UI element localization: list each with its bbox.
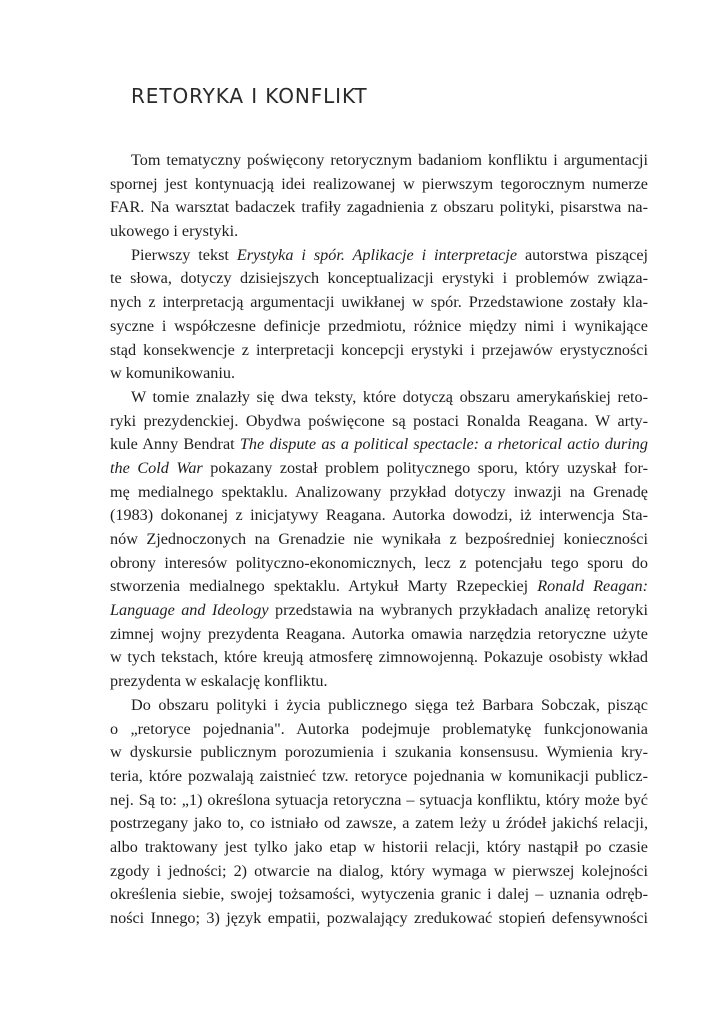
text-line: [110, 907, 648, 931]
text-run: nej. Są to: „1) określona sytuacja retoryczna – sytuacja konfliktu, który może być: [110, 790, 648, 809]
text-run: ryki prezydenckiej. Obydwa poświęcone są postaci Ronalda Reagana. W arty-: [110, 411, 648, 430]
text-line: [110, 220, 648, 244]
text-run: w komunikowaniu.: [110, 364, 235, 383]
text-run: zgody i jedności; 2) otwarcie na dialog, który wymaga w pierwszej kolejności: [110, 861, 648, 880]
text-run: ności Innego; 3) język empatii, pozwalający zredukować stopień defensywności: [110, 909, 648, 927]
text-run: Do obszaru polityki i życia publicznego sięga też Barbara Sobczak, pisząc: [131, 695, 648, 714]
section-title: RETORYKA I KONFLIKT: [131, 84, 368, 108]
text-run: (1983) dokonanej z inicjatywy Reagana. Autorka dowodzi, iż interwencja Sta-: [110, 506, 648, 525]
text-run: FAR. Na warsztat badaczek trafiły zagadnienia z obszaru polityki, pisarstwa na-: [110, 198, 648, 217]
text-line: [110, 575, 648, 599]
text-line: [110, 433, 648, 457]
text-run: autorstwa piszącej: [517, 245, 648, 264]
text-run: prezydenta w eskalację konfliktu.: [110, 672, 328, 691]
text-run: obrony interesów polityczno-ekonomicznych, lecz z potencjału tego sporu do: [110, 553, 648, 572]
paragraph: [110, 694, 648, 931]
text-line: [110, 765, 648, 789]
text-line: [110, 623, 648, 647]
text-line: [110, 599, 648, 623]
body-text: [110, 149, 648, 931]
text-line: [110, 670, 648, 694]
italic-title: Language and Ideology: [110, 601, 269, 620]
text-line: [110, 812, 648, 836]
text-run: mę medialnego spektaklu. Analizowany przykład dotyczy inwazji na Grenadę: [110, 482, 648, 501]
text-line: [110, 339, 648, 363]
text-run: określenia siebie, swojej tożsamości, wytyczenia granic i dalej – uznania odręb-: [110, 885, 648, 904]
text-line: [110, 481, 648, 505]
text-run: syczne i współczesne definicje przedmiotu, różnice między nimi i wynikające: [110, 316, 648, 335]
text-line: [110, 836, 648, 860]
text-line: [110, 410, 648, 434]
italic-title: the Cold War: [110, 458, 203, 477]
text-line: [110, 741, 648, 765]
text-run: stworzenia medialnego spektaklu. Artykuł Marty Rzepeckiej: [110, 577, 538, 596]
text-run: te słowa, dotyczy dzisiejszych konceptualizacji erystyki i problemów związa-: [110, 269, 648, 288]
text-line: [110, 883, 648, 907]
text-line: [110, 694, 648, 718]
text-run: w dyskursie publicznym porozumienia i szukania konsensusu. Wymienia kry-: [110, 743, 648, 762]
text-run: o „retoryce pojednania". Autorka podejmuje problematykę funkcjonowania: [110, 719, 648, 738]
text-run: albo traktowany jest tylko jako etap w historii relacji, który nastąpił po czasie: [110, 837, 648, 856]
text-line: [110, 718, 648, 742]
text-line: [110, 244, 648, 268]
text-line: [110, 789, 648, 813]
text-line: [110, 196, 648, 220]
text-run: stąd konsekwencje z interpretacji koncepcji erystyki i przejawów erystyczności: [110, 340, 648, 359]
text-line: [110, 291, 648, 315]
text-line: [110, 646, 648, 670]
text-line: [110, 457, 648, 481]
paragraph: [110, 386, 648, 694]
text-run: nów Zjednoczonych na Grenadzie nie wynikała z bezpośredniej konieczności: [110, 530, 648, 548]
paragraph: [110, 149, 648, 244]
text-run: postrzegany jako to, co istniało od zawsze, a zatem leży u źródeł jakichś relacji,: [110, 814, 648, 833]
text-line: [110, 267, 648, 291]
italic-title: Erystyka i spór. Aplikacje i interpretacje: [236, 245, 518, 264]
text-run: kule Anny Bendrat: [110, 435, 240, 454]
text-run: teria, które pozwalają zaistnieć tzw. retoryce pojednania w komunikacji publicz-: [110, 766, 648, 785]
text-run: W tomie znalazły się dwa teksty, które dotyczą obszaru amerykańskiej reto-: [131, 387, 648, 406]
text-line: [110, 860, 648, 884]
text-line: [110, 528, 648, 552]
text-run: w tych tekstach, które kreują atmosferę zimnowojenną. Pokazuje osobisty wkład: [110, 648, 648, 667]
text-run: spornej jest kontynuacją idei realizowanej w pierwszym tegorocznym numerze: [110, 174, 648, 193]
text-run: Tom tematyczny poświęcony retorycznym badaniom konfliktu i argumentacji: [131, 151, 648, 169]
text-run: przedstawia na wybranych przykładach analizę retoryki: [268, 601, 648, 620]
text-run: Pierwszy tekst: [131, 245, 237, 264]
paragraph: [110, 244, 648, 386]
text-line: [110, 552, 648, 576]
text-line: [110, 149, 648, 173]
text-run: ukowego i erystyki.: [110, 222, 239, 241]
text-line: [110, 386, 648, 410]
text-run: pokazany został problem politycznego sporu, który uzyskał for-: [202, 458, 648, 477]
text-line: [110, 504, 648, 528]
text-run: nych z interpretacją argumentacji uwikłanej w spór. Przedstawione zostały kla-: [110, 293, 648, 312]
text-run: zimnej wojny prezydenta Reagana. Autorka omawia narzędzia retoryczne użyte: [110, 624, 648, 643]
text-line: [110, 173, 648, 197]
italic-title: The dispute as a political spectacle: a rhetorical actio during: [239, 435, 648, 454]
text-line: [110, 362, 648, 386]
text-line: [110, 315, 648, 339]
italic-title: Ronald Reagan:: [537, 577, 648, 596]
